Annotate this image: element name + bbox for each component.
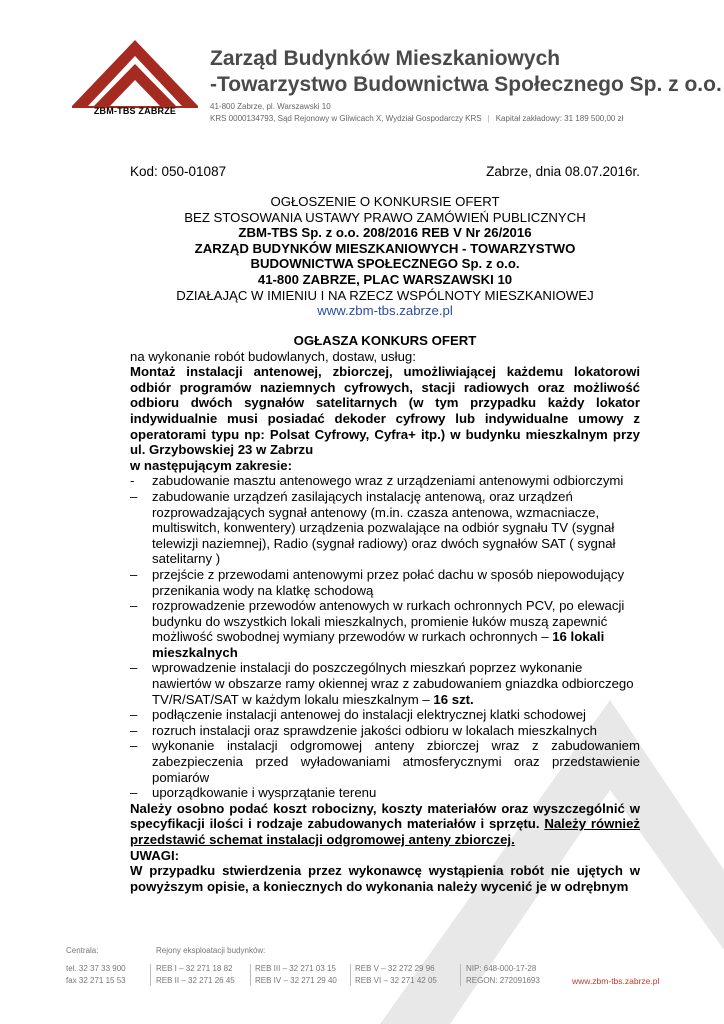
heading-line-4: ZARZĄD BUDYNKÓW MIESZKANIOWYCH - TOWARZYSTWO	[194, 240, 576, 256]
footer-divider	[250, 964, 251, 986]
document-body	[130, 333, 640, 894]
footer-divider	[460, 964, 461, 986]
list-item: – przejście z przewodami antenowymi przez połać dachu w sposób niepowodujący przenikania wody na klatkę schodową	[130, 566, 625, 598]
capital-text: Kapitał zakładowy: 31 189 500,00 zł	[495, 114, 624, 123]
document-date: Zabrze, dnia 08.07.2016r.	[486, 164, 640, 179]
reb-6: REB VI – 32 271 42 05	[355, 976, 437, 985]
company-name-line2: -Towarzystwo Budownictwa Społecznego Sp. z o.o.	[210, 73, 722, 96]
subject-text: Montaż instalacji antenowej, zbiorczej, umożliwiającej każdemu lokatorowi odbiór programów naziemnych cyfrowych, stacji radiowych oraz możliwość odbioru dwóch sygnałów satelitarnych (w tym przypadku każdy lokator indywidualnie musi posiadać dekoder cyfrowy lub indywidualne umowy z operatorami typu np: Polsat Cyfrowy, Cyfra+ itp.) w budynku mieszkalnym przy ul. Grzybowskiej 23 w Zabrzu	[130, 364, 640, 458]
list-item: – rozruch instalacji oraz sprawdzenie jakości odbioru w lokalach mieszkalnych	[130, 722, 597, 738]
central-fax: fax 32 271 15 53	[66, 976, 126, 985]
heading-line-5: BUDOWNICTWA SPOŁECZNEGO Sp. z o.o.	[250, 256, 520, 272]
announce-title: OGŁASZA KONKURS OFERT	[293, 333, 477, 348]
regions-label: Rejony eksploatacji budynków:	[156, 946, 266, 955]
reb-3: REB III – 32 271 03 15	[255, 964, 336, 973]
list-item: – podłączenie instalacji antenowej do instalacji elektrycznej klatki schodowej	[130, 707, 586, 723]
company-name	[210, 46, 722, 98]
reb-2: REB II – 32 271 26 45	[156, 976, 235, 985]
list-item: – wprowadzenie instalacji do poszczególnych mieszkań poprzez wykonanie nawiertów w obszarze ramy okiennej wraz z zabudowaniem gniazdka odbiorczego TV/R/SAT/SAT w każdym lokalu mieszkalnym – 16 szt.	[130, 660, 634, 707]
list-item: – uporządkowanie i wysprzątanie terenu	[130, 785, 377, 801]
regon: REGON: 272091693	[466, 976, 540, 985]
heading-line-6: 41-800 ZABRZE, PLAC WARSZAWSKI 10	[257, 271, 513, 287]
scope-list	[130, 473, 640, 800]
company-name-line1: Zarząd Budynków Mieszkaniowych	[210, 47, 561, 70]
heading-website-link[interactable]: www.zbm-tbs.zabrze.pl	[317, 303, 453, 319]
heading-line-2: BEZ STOSOWANIA USTAWY PRAWO ZAMÓWIEŃ PUBLICZNYCH	[184, 209, 586, 225]
document-code: Kod: 050-01087	[130, 164, 227, 179]
heading-line-7: DZIAŁAJĄC W IMIENIU I NA RZECZ WSPÓLNOTY MIESZKANIOWEJ	[176, 287, 594, 303]
document-meta	[130, 164, 640, 179]
heading-line-1: OGŁOSZENIE O KONKURSIE OFERT	[270, 194, 500, 209]
reb-4: REB IV – 32 271 29 40	[255, 976, 337, 985]
company-krs-line: KRS 0000134793, Sąd Rejonowy w Gliwicach X, Wydział Gospodarczy KRS | Kapitał zakładowy: 31 189 500,00 zł	[210, 114, 624, 123]
list-item: – rozprowadzenie przewodów antenowych w rurkach ochronnych PCV, po elewacji budynku do wszystkich lokali mieszkalnych, promienie łuków muszą zapewnić możliwość swobodnej wymiany przewodów w rurkach ochronnych – 16 lokali mieszkalnych	[130, 598, 625, 660]
footer-divider	[350, 964, 351, 986]
announcement-heading	[130, 194, 640, 319]
remarks-text: W przypadku stwierdzenia przez wykonawcę wystąpienia robót nie ujętych w powyższym opisie, a koniecznych do wykonania należy wycenić je w odrębnym	[130, 863, 640, 894]
list-item: - zabudowanie masztu antenowego wraz z urządzeniami antenowymi odbiorczymi	[130, 473, 624, 489]
cost-note-underlined: Należy również przedstawić schemat instalacji odgromowej anteny zbiorczej.	[130, 816, 640, 847]
list-item: – zabudowanie urządzeń zasilających instalację antenową, oraz urządzeń rozprowadzających sygnał antenowy (m.in. czasza antenowa, wzmacniacze, multiswitch, konwentery) urządzenia pozwalające na odbiór sygnału TV (sygnał telewizji naziemnej), Radio (sygnał radiowy) oraz dwóch sygnałów SAT ( sygnał satelitarny )	[130, 488, 616, 567]
list-item: – wykonanie instalacji odgromowej anteny zbiorczej wraz z zabudowaniem zabezpieczenia przed wyładowaniami atmosferycznymi oraz przedstawienie pomiarów	[130, 738, 640, 785]
logo-text: ZBM-TBS ZABRZE	[93, 106, 177, 116]
reb-5: REB V – 32 272 29 96	[355, 964, 435, 973]
intro-text: na wykonanie robót budowlanych, dostaw, usług:	[130, 348, 416, 364]
heading-line-3: ZBM-TBS Sp. z o.o. 208/2016 REB V Nr 26/2016	[238, 225, 532, 241]
reb-1: REB I – 32 271 18 82	[156, 964, 233, 973]
footer-website-link[interactable]: www.zbm-tbs.zabrze.pl	[572, 976, 660, 986]
central-tel: tel. 32 37 33 900	[66, 964, 126, 973]
company-address: 41-800 Zabrze, pl. Warszawski 10	[210, 102, 331, 111]
scope-label: w następującym zakresie:	[130, 457, 292, 473]
remarks-label: UWAGI:	[130, 847, 180, 863]
krs-text: KRS 0000134793, Sąd Rejonowy w Gliwicach X, Wydział Gospodarczy KRS	[210, 114, 482, 123]
cost-note: Należy osobno podać koszt robocizny, koszty materiałów oraz wyszczególnić w specyfikacji ilości i rodzaje zabudowanych materiałów i sprzętu. Należy również przedstawić schemat instalacji odgromowej anteny zbiorczej.	[130, 800, 640, 847]
central-label: Centrala:	[66, 946, 99, 955]
nip: NIP: 648-000-17-28	[466, 964, 537, 973]
footer-divider	[150, 964, 151, 986]
